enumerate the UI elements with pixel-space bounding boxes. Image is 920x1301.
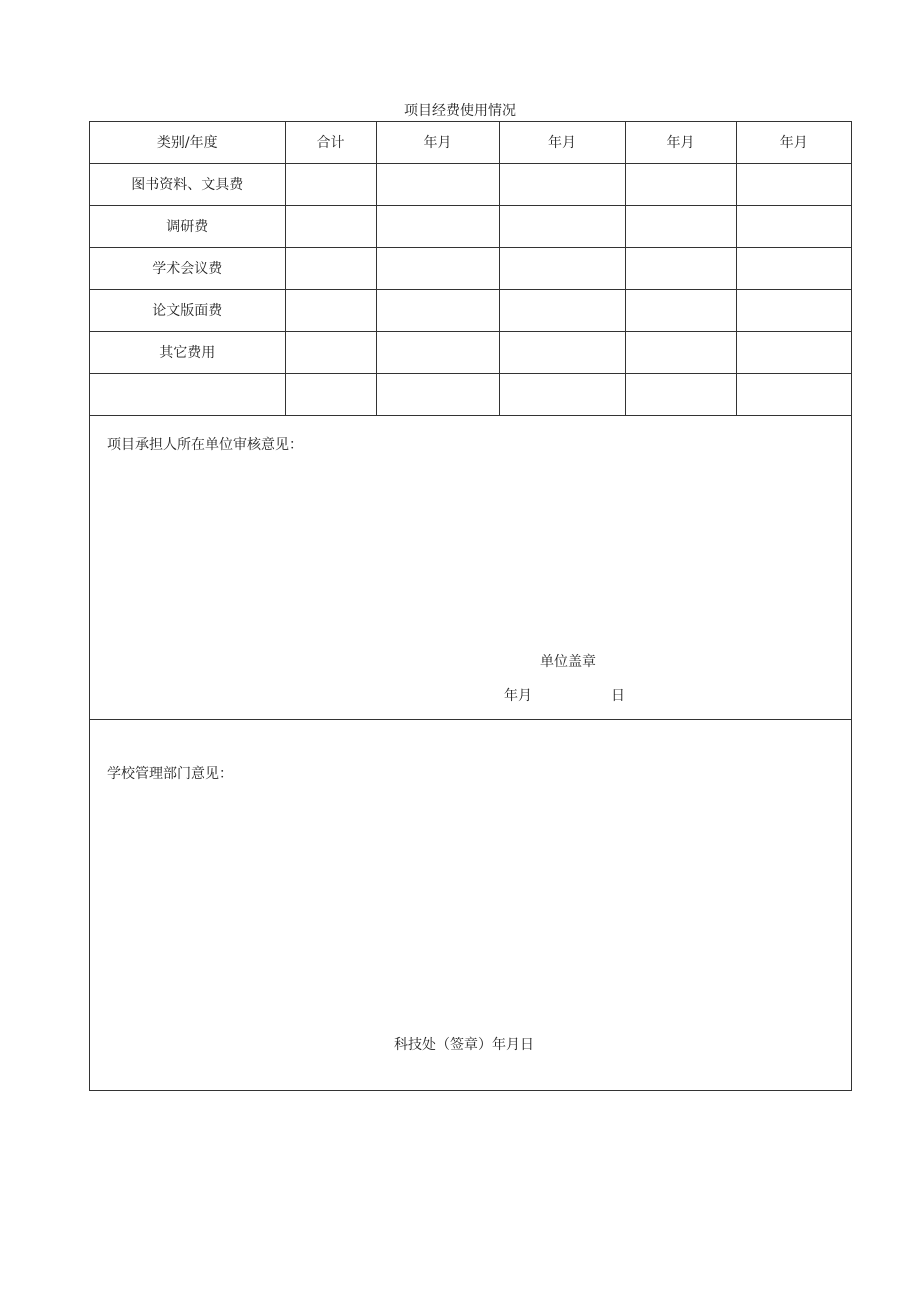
- table-row: [90, 206, 851, 248]
- cell-year-month-3[interactable]: [625, 374, 736, 416]
- table-row: [90, 332, 851, 374]
- cell-total[interactable]: [285, 164, 376, 206]
- header-category-year: 类别/年度: [90, 122, 285, 164]
- cell-year-month-2[interactable]: [499, 290, 625, 332]
- cell-year-month-2[interactable]: [499, 332, 625, 374]
- cell-year-month-1[interactable]: [376, 248, 499, 290]
- cell-year-month-4[interactable]: [736, 374, 851, 416]
- school-review-label: 学校管理部门意见：: [107, 766, 233, 782]
- expense-table: [90, 122, 851, 416]
- cell-total[interactable]: [285, 248, 376, 290]
- table-header-row: [90, 122, 851, 164]
- cell-year-month-3[interactable]: [625, 164, 736, 206]
- unit-stamp-label: 单位盖章: [540, 654, 596, 670]
- cell-year-month-1[interactable]: [376, 374, 499, 416]
- unit-date-year-month: 年月: [504, 688, 532, 704]
- header-year-month-2: 年月: [499, 122, 625, 164]
- unit-review-label: 项目承担人所在单位审核意见：: [107, 437, 303, 453]
- cell-total[interactable]: [285, 290, 376, 332]
- unit-review-section[interactable]: [90, 420, 851, 720]
- cell-year-month-2[interactable]: [499, 164, 625, 206]
- cell-year-month-4[interactable]: [736, 290, 851, 332]
- cell-year-month-2[interactable]: [499, 206, 625, 248]
- cell-year-month-1[interactable]: [376, 206, 499, 248]
- table-row: [90, 374, 851, 416]
- tech-office-signature: 科技处（签章）年月日: [394, 1037, 534, 1053]
- cell-year-month-1[interactable]: [376, 164, 499, 206]
- cell-year-month-3[interactable]: [625, 206, 736, 248]
- header-year-month-4: 年月: [736, 122, 851, 164]
- row-category: 图书资料、文具费: [90, 164, 285, 206]
- cell-year-month-4[interactable]: [736, 248, 851, 290]
- header-year-month-1: 年月: [376, 122, 499, 164]
- cell-year-month-4[interactable]: [736, 206, 851, 248]
- row-category: 学术会议费: [90, 248, 285, 290]
- row-category: 调研费: [90, 206, 285, 248]
- cell-year-month-4[interactable]: [736, 164, 851, 206]
- cell-year-month-3[interactable]: [625, 290, 736, 332]
- page-title: 项目经费使用情况: [404, 103, 516, 119]
- school-review-section[interactable]: [90, 720, 851, 1090]
- cell-total[interactable]: [285, 206, 376, 248]
- unit-date-day: 日: [611, 688, 625, 704]
- cell-year-month-4[interactable]: [736, 332, 851, 374]
- header-year-month-3: 年月: [625, 122, 736, 164]
- row-category: 论文版面费: [90, 290, 285, 332]
- row-category: 其它费用: [90, 332, 285, 374]
- cell-year-month-1[interactable]: [376, 290, 499, 332]
- review-form: [89, 121, 852, 1091]
- header-total: 合计: [285, 122, 376, 164]
- cell-total[interactable]: [285, 374, 376, 416]
- cell-year-month-3[interactable]: [625, 332, 736, 374]
- table-row: [90, 248, 851, 290]
- cell-year-month-3[interactable]: [625, 248, 736, 290]
- cell-year-month-2[interactable]: [499, 248, 625, 290]
- table-row: [90, 164, 851, 206]
- cell-year-month-2[interactable]: [499, 374, 625, 416]
- cell-total[interactable]: [285, 332, 376, 374]
- table-row: [90, 290, 851, 332]
- row-category[interactable]: [90, 374, 285, 416]
- cell-year-month-1[interactable]: [376, 332, 499, 374]
